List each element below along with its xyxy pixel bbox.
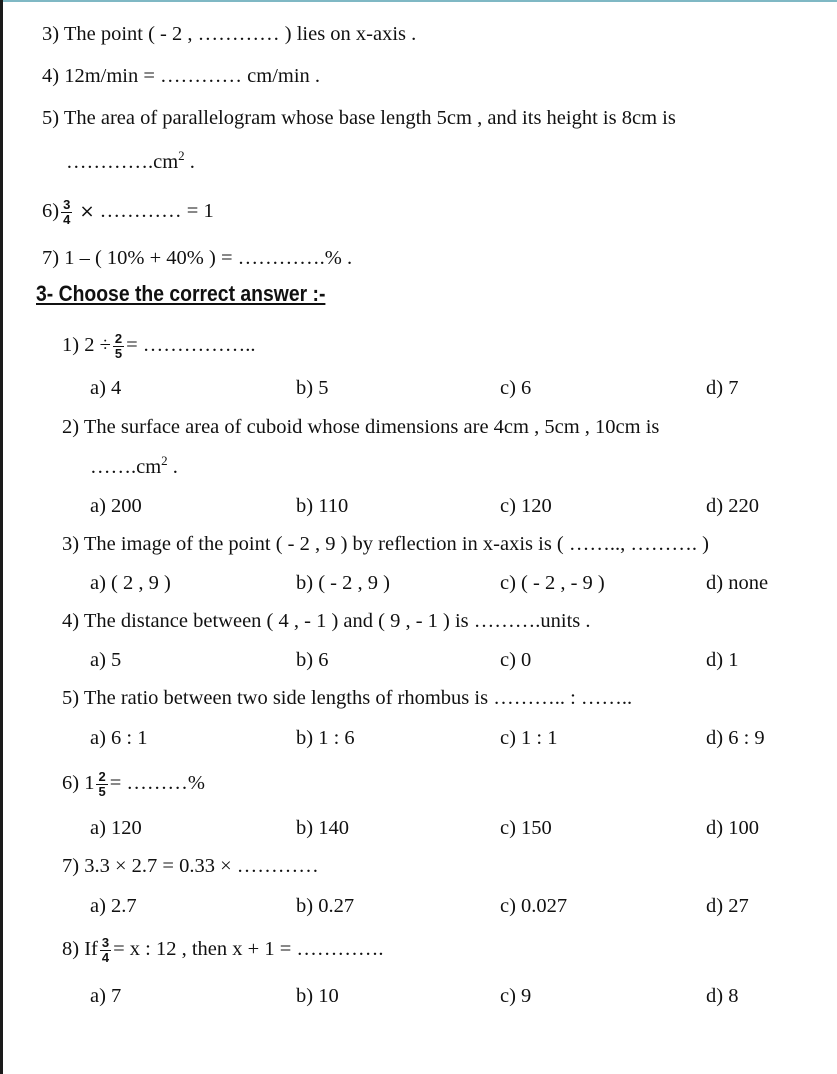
question-text: 3.3 × 2.7 = 0.33 × ………… <box>84 855 319 877</box>
question-pre: 1 <box>84 772 95 795</box>
fraction <box>96 770 107 799</box>
top-border <box>0 0 837 2</box>
mcq-question-2-line2 <box>90 455 178 481</box>
fraction-numerator: 2 <box>98 769 106 784</box>
option-a: a) 200 <box>90 495 142 517</box>
fraction <box>113 332 124 361</box>
superscript: 2 <box>178 148 185 163</box>
question-pre: If <box>84 938 98 961</box>
option-d: d) 220 <box>706 495 759 517</box>
fraction <box>100 936 111 965</box>
fraction-denominator: 4 <box>63 212 71 227</box>
mcq-question-2 <box>62 415 659 439</box>
fraction-denominator: 5 <box>114 346 123 361</box>
mcq-question-4 <box>62 609 591 633</box>
question-number: 3) <box>42 23 60 45</box>
option-d: d) 7 <box>706 377 739 399</box>
mcq-question-1 <box>62 332 256 361</box>
fraction-numerator: 2 <box>114 331 123 346</box>
question-2-7 <box>42 246 352 270</box>
option-c: c) 150 <box>500 817 552 839</box>
question-2-4 <box>42 64 320 88</box>
option-a: a) 5 <box>90 649 122 671</box>
question-2-5 <box>42 106 676 130</box>
question-number: 7) <box>62 855 80 877</box>
question-number: 5) <box>42 107 60 129</box>
question-number: 6) <box>62 772 80 795</box>
question-2-3 <box>42 22 416 46</box>
question-2-6 <box>42 198 214 227</box>
option-b: b) 1 : 6 <box>296 727 355 749</box>
section-heading: 3- Choose the correct answer :- <box>36 281 326 306</box>
question-number: 7) <box>42 247 60 269</box>
line-end: . <box>184 151 195 173</box>
option-d: d) 100 <box>706 817 759 839</box>
option-d: d) 6 : 9 <box>706 727 765 749</box>
option-c: c) 6 <box>500 377 532 399</box>
option-a: a) 4 <box>90 377 122 399</box>
option-b: b) 110 <box>296 495 349 517</box>
question-text: 1 – ( 10% + 40% ) = ………….% . <box>64 247 353 269</box>
question-number: 2) <box>62 416 80 438</box>
option-d: d) 1 <box>706 649 739 671</box>
option-c: c) 0.027 <box>500 895 568 917</box>
option-a: a) ( 2 , 9 ) <box>90 572 171 594</box>
mcq-question-8 <box>62 936 384 965</box>
answer-blank: ………….cm <box>66 151 179 173</box>
question-number: 3) <box>62 533 80 555</box>
question-number: 4) <box>62 610 80 632</box>
left-border <box>0 0 3 1074</box>
question-text: The point ( - 2 , ………… ) lies on x-axis . <box>63 23 417 45</box>
question-number: 4) <box>42 65 60 87</box>
fraction <box>61 198 72 227</box>
option-b: b) 6 <box>296 649 329 671</box>
option-b: b) 140 <box>296 817 349 839</box>
question-post: = x : 12 , then x + 1 = …………. <box>113 938 384 961</box>
question-number: 1) <box>62 334 80 357</box>
mcq-question-6 <box>62 770 205 799</box>
question-post: = …………….. <box>126 334 256 357</box>
option-c: c) 0 <box>500 649 532 671</box>
question-number: 6) <box>42 200 60 223</box>
option-c: c) 9 <box>500 985 532 1007</box>
option-d: d) none <box>706 572 769 594</box>
times-symbol: × <box>79 201 95 223</box>
option-c: c) 120 <box>500 495 552 517</box>
fraction-denominator: 4 <box>101 950 110 965</box>
fraction-denominator: 5 <box>98 784 106 799</box>
question-text: ………… = 1 <box>94 200 214 223</box>
answer-blank: …….cm <box>90 456 162 478</box>
question-number: 8) <box>62 938 80 961</box>
option-a: a) 6 : 1 <box>90 727 148 749</box>
superscript: 2 <box>161 453 168 468</box>
question-text: 12m/min = ………… cm/min . <box>64 65 321 87</box>
option-b: b) ( - 2 , 9 ) <box>296 572 390 594</box>
option-b: b) 5 <box>296 377 329 399</box>
question-post: = ………% <box>109 772 205 795</box>
option-c: c) ( - 2 , - 9 ) <box>500 572 605 594</box>
mcq-question-3 <box>62 532 709 556</box>
option-a: a) 120 <box>90 817 142 839</box>
line-end: . <box>167 456 178 478</box>
option-c: c) 1 : 1 <box>500 727 558 749</box>
option-d: d) 27 <box>706 895 749 917</box>
question-text: The area of parallelogram whose base length 5cm , and its height is 8cm is <box>63 107 676 129</box>
question-text: The ratio between two side lengths of rhombus is ……….. : …….. <box>83 687 633 709</box>
option-b: b) 0.27 <box>296 895 355 917</box>
question-text: The distance between ( 4 , - 1 ) and ( 9 , - 1 ) is ……….units . <box>83 610 591 632</box>
fraction-numerator: 3 <box>101 935 110 950</box>
mcq-question-5 <box>62 686 632 710</box>
option-b: b) 10 <box>296 985 339 1007</box>
question-text: The image of the point ( - 2 , 9 ) by reflection in x-axis is ( …….., ………. ) <box>83 533 709 555</box>
question-text: The surface area of cuboid whose dimensions are 4cm , 5cm , 10cm is <box>83 416 660 438</box>
option-a: a) 2.7 <box>90 895 137 917</box>
question-pre: 2 ÷ <box>84 334 111 357</box>
mcq-question-7 <box>62 854 319 878</box>
question-number: 5) <box>62 687 80 709</box>
fraction-numerator: 3 <box>63 197 71 212</box>
option-d: d) 8 <box>706 985 739 1007</box>
option-a: a) 7 <box>90 985 122 1007</box>
question-2-5-line2 <box>66 150 195 176</box>
